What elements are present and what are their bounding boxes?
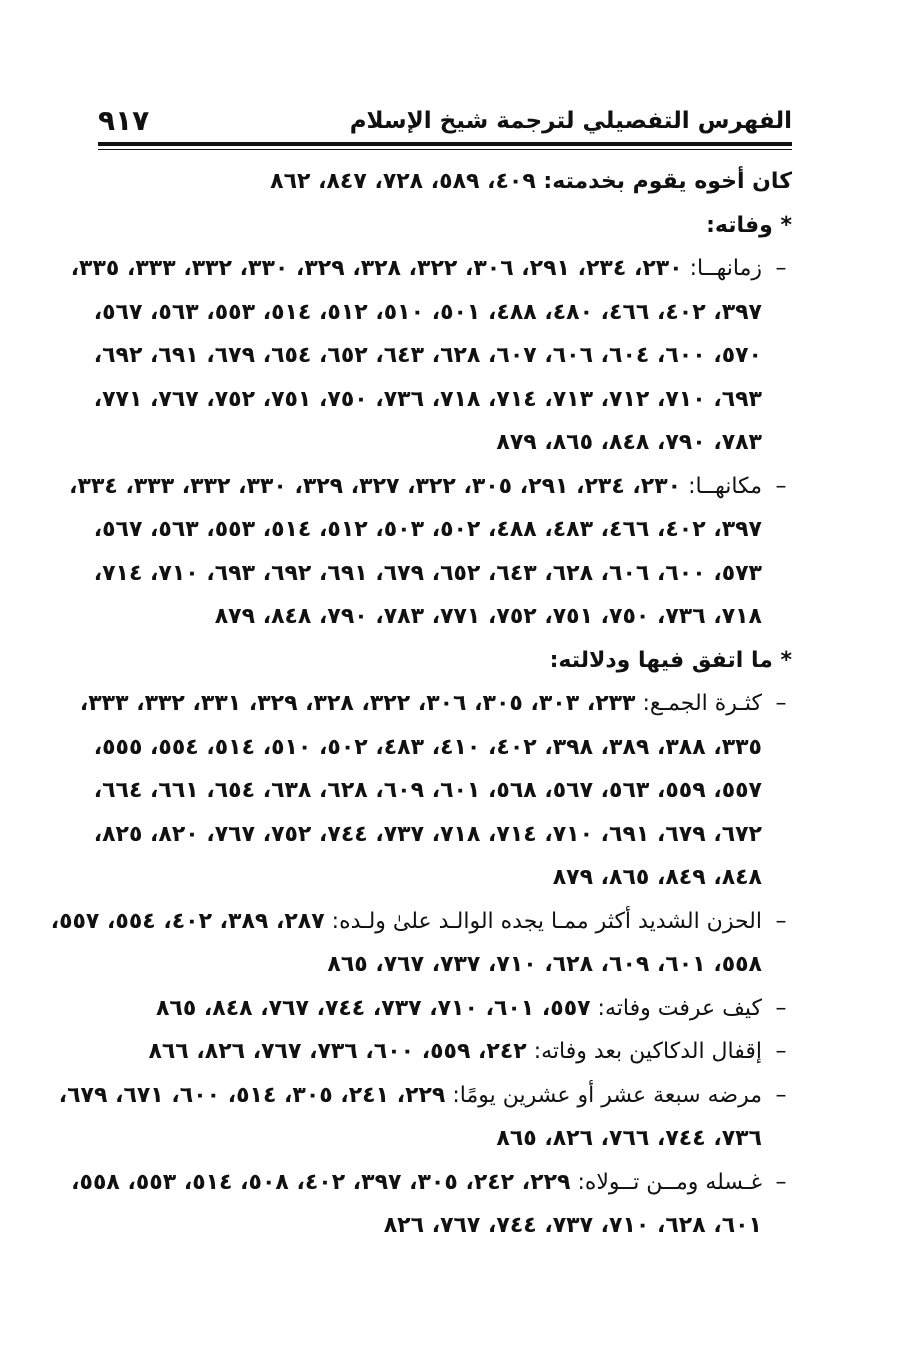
section-heading: * ما اتفق فيها ودلالته:: [549, 647, 792, 673]
list-dash: –: [775, 908, 787, 934]
page-refs-continuation: ٦٧٢، ٦٧٩، ٦٩١، ٧١٠، ٧١٤، ٧١٨، ٧٣٧، ٧٤٤، ٧٥٢، ٧٦٧، ٨٢٠، ٨٢٥،: [93, 821, 762, 847]
item-label: كثـرة الجمـع:: [635, 691, 762, 716]
header-rule-thin: [98, 149, 792, 150]
index-entry: كان أخوه يقوم بخدمته: ٤٠٩، ٥٨٩، ٧٢٨، ٨٤٧، ٨٦٢: [270, 169, 792, 194]
running-title: الفهرس التفصيلي لترجمة شيخ الإسلام: [349, 108, 792, 134]
page-refs-continuation: ٣٣٥، ٣٨٨، ٣٨٩، ٣٩٨، ٤٠٢، ٤١٠، ٤٨٣، ٥٠٢، ٥١٠، ٥١٤، ٥٥٤، ٥٥٥،: [93, 734, 762, 760]
list-dash: –: [775, 1169, 787, 1195]
index-item: [98, 987, 792, 1031]
page-refs-continuation: ٧٨٣، ٧٩٠، ٨٤٨، ٨٦٥، ٨٧٩: [496, 430, 762, 455]
page-refs-continuation: ٥٥٧، ٥٥٩، ٥٦٣، ٥٦٧، ٥٦٨، ٦٠١، ٦٠٩، ٦٢٨، ٦٣٨، ٦٥٤، ٦٦١، ٦٦٤،: [93, 778, 762, 803]
index-item: [58, 1074, 792, 1118]
item-page-refs: ٢٤٢، ٥٥٩، ٦٠٠، ٧٣٦، ٧٦٧، ٨٢٦، ٨٦٦: [148, 1039, 527, 1064]
item-page-refs: ٢٢٩، ٢٤١، ٣٠٥، ٥١٤، ٦٠٠، ٦٧١، ٦٧٩،: [58, 1082, 446, 1108]
page-refs-continuation: ٣٩٧، ٤٠٢، ٤٦٦، ٤٨٣، ٤٨٨، ٥٠٢، ٥٠٣، ٥١٢، ٥١٤، ٥٥٣، ٥٦٣، ٥٦٧،: [93, 517, 762, 542]
index-item: [70, 247, 792, 291]
page-refs-continuation: ٧٣٦، ٧٤٤، ٧٦٦، ٨٢٦، ٨٦٥: [496, 1126, 762, 1151]
item-label: مرضه سبعة عشر أو عشرين يومًا:: [445, 1082, 762, 1108]
item-page-refs: ٢٣٠، ٢٣٤، ٢٩١، ٣٠٦، ٣٢٢، ٣٢٨، ٣٢٩، ٣٣٠، ٣٣٢، ٣٣٣، ٣٣٥،: [70, 256, 683, 281]
index-item: [50, 900, 792, 944]
index-item: [79, 682, 792, 726]
item-label: كيف عرفت وفاته:: [590, 995, 762, 1021]
page-refs-continuation: ٨٤٨، ٨٤٩، ٨٦٥، ٨٧٩: [552, 865, 762, 890]
page-refs-continuation: ٥٧٣، ٦٠٠، ٦٠٦، ٦٢٨، ٦٤٣، ٦٥٢، ٦٧٩، ٦٩١، ٦٩٢، ٦٩٣، ٧١٠، ٧١٤،: [93, 560, 762, 586]
page-refs-continuation: ٥٥٨، ٦٠١، ٦٠٩، ٦٢٨، ٧١٠، ٧٣٧، ٧٦٧، ٨٦٥: [327, 952, 762, 977]
item-page-refs: ٢٣٣، ٣٠٣، ٣٠٥، ٣٠٦، ٣٢٢، ٣٢٨، ٣٢٩، ٣٣١، ٣٣٢، ٣٣٣،: [79, 691, 636, 716]
page-number: ٩١٧: [98, 104, 150, 137]
page-refs-continuation: ٣٩٧، ٤٠٢، ٤٦٦، ٤٨٠، ٤٨٨، ٥٠١، ٥١٠، ٥١٢، ٥١٤، ٥٥٣، ٥٦٣، ٥٦٧،: [93, 299, 762, 325]
list-dash: –: [775, 1039, 787, 1064]
item-page-refs: ٥٥٧، ٦٠١، ٧١٠، ٧٣٧، ٧٤٤، ٧٦٧، ٨٤٨، ٨٦٥: [155, 995, 591, 1021]
item-label: مكانهــا:: [681, 473, 762, 499]
section-heading: * وفاته:: [706, 212, 792, 238]
item-label: الحزن الشديد أكثر ممـا يجده الوالـد علىٰ ولـده:: [324, 908, 762, 934]
header-rule-thick: [98, 142, 792, 146]
page-refs-continuation: ٥٧٠، ٦٠٠، ٦٠٤، ٦٠٦، ٦٠٧، ٦٢٨، ٦٤٣، ٦٥٢، ٦٥٤، ٦٧٩، ٦٩١، ٦٩٢،: [93, 343, 762, 368]
page-refs-continuation: ٦٩٣، ٧١٠، ٧١٢، ٧١٣، ٧١٤، ٧١٨، ٧٣٦، ٧٥٠، ٧٥١، ٧٥٢، ٧٦٧، ٧٧١،: [93, 386, 762, 412]
page-refs-continuation: ٦٠١، ٦٢٨، ٧١٠، ٧٣٧، ٧٤٤، ٧٦٧، ٨٢٦: [383, 1213, 762, 1238]
item-label: زمانهــا:: [682, 256, 762, 281]
item-page-refs: ٢٨٧، ٣٨٩، ٤٠٢، ٥٥٤، ٥٥٧،: [50, 908, 325, 934]
page-header: [98, 104, 792, 142]
list-dash: –: [775, 995, 787, 1021]
item-page-refs: ٢٣٠، ٢٣٤، ٢٩١، ٣٠٥، ٣٢٢، ٣٢٧، ٣٢٩، ٣٣٠، ٣٣٢، ٣٣٣، ٣٣٤،: [69, 473, 682, 499]
list-dash: –: [775, 691, 787, 716]
item-label: إقفال الدكاكين بعد وفاته:: [526, 1039, 762, 1064]
page-refs-continuation: ٧١٨، ٧٣٦، ٧٥٠، ٧٥١، ٧٥٢، ٧٧١، ٧٨٣، ٧٩٠، ٨٤٨، ٨٧٩: [214, 604, 762, 629]
index-item: [98, 1030, 792, 1074]
index-item: [71, 1161, 792, 1205]
list-dash: –: [775, 1082, 787, 1108]
index-content: [50, 160, 792, 1248]
index-item: [69, 465, 792, 509]
item-label: غـسله ومــن تــولاه:: [570, 1169, 762, 1195]
item-page-refs: ٢٢٩، ٢٤٢، ٣٠٥، ٣٩٧، ٤٠٢، ٥٠٨، ٥١٤، ٥٥٣، ٥٥٨،: [71, 1169, 571, 1195]
list-dash: –: [775, 256, 787, 281]
list-dash: –: [775, 473, 787, 499]
